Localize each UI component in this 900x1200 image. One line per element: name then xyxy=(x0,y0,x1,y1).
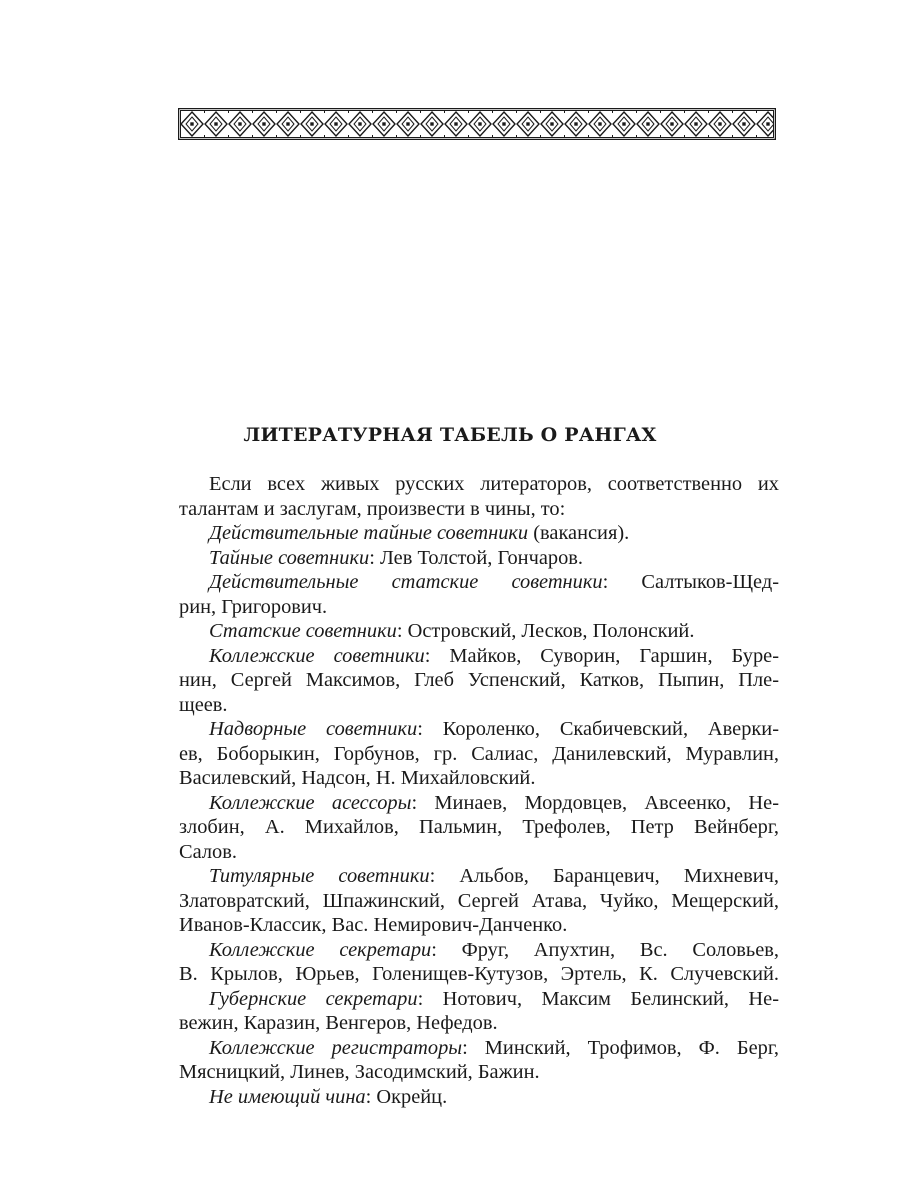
rank-names: : Альбов, Баранцевич, Михневич, xyxy=(429,865,779,887)
page-title: ЛИТЕРАТУРНАЯ ТАБЕЛЬ О РАНГАХ xyxy=(243,424,657,446)
article-body xyxy=(179,472,779,1109)
rank-names-line: Иванов-Классик, Вас. Немирович-Данченко. xyxy=(179,914,568,936)
rank-names: : Минский, Трофимов, Ф. Берг, xyxy=(462,1036,779,1059)
rank-names: : Фруг, Апухтин, Вс. Соловьев, xyxy=(431,938,779,961)
rank-names-line: Мясницкий, Линев, Засодимский, Бажин. xyxy=(179,1061,540,1083)
rank-names-line: вежин, Каразин, Венгеров, Нефедов. xyxy=(179,1012,498,1034)
rank-names: : Минаев, Мордовцев, Авсеенко, Не- xyxy=(411,791,779,814)
rank-label: Коллежские секретари xyxy=(209,938,432,961)
rank-names: : Лев Толстой, Гончаров. xyxy=(369,546,583,569)
rank-names: : Майков, Суворин, Гаршин, Буре- xyxy=(424,644,779,667)
rank-entry xyxy=(179,619,779,644)
rank-label: Губернские секретари xyxy=(209,987,418,1010)
rank-names-line: Василевский, Надсон, Н. Михайловский. xyxy=(179,767,536,789)
rank-label: Коллежские асессоры xyxy=(209,791,412,814)
rank-label: Коллежские регистраторы xyxy=(209,1036,463,1059)
rank-entry xyxy=(179,938,779,963)
rank-label: Титулярные советники xyxy=(209,865,430,887)
rank-names-line: злобин, А. Михайлов, Пальмин, Трефолев, Петр Вейнберг, xyxy=(179,816,779,838)
rank-names-line: ев, Боборыкин, Горбунов, гр. Салиас, Данилевский, Муравлин, xyxy=(179,742,779,765)
rank-entry xyxy=(179,521,779,546)
rank-entry xyxy=(179,1036,779,1061)
rank-names-line: нин, Сергей Максимов, Глеб Успенский, Катков, Пыпин, Пле- xyxy=(179,669,779,691)
rank-label: Не имеющий чина xyxy=(209,1085,366,1108)
rank-label: Коллежские советники xyxy=(209,644,425,667)
rank-label: Статские советники xyxy=(209,620,397,642)
rank-names: (вакансия). xyxy=(528,522,630,544)
rank-label: Надворные советники xyxy=(209,718,418,740)
rank-entry xyxy=(179,570,779,595)
rank-entry xyxy=(179,987,779,1012)
rank-names: : Короленко, Скабичевский, Аверки- xyxy=(417,718,780,740)
rank-names-line: В. Крылов, Юрьев, Голенищев-Кутузов, Эртель, К. Случевский. xyxy=(179,963,779,985)
rank-names: : Нотович, Максим Белинский, Не- xyxy=(417,987,780,1010)
rank-entry xyxy=(179,864,779,889)
rank-names-line: щеев. xyxy=(179,693,228,716)
rank-names-line: Салов. xyxy=(179,840,237,863)
rank-entry xyxy=(179,791,779,816)
ornamental-header-band xyxy=(178,108,776,140)
rank-names-line: рин, Григорович. xyxy=(179,595,328,618)
rank-names: : Окрейц. xyxy=(365,1085,448,1108)
rank-label: Тайные советники xyxy=(209,546,370,569)
rank-names: : Салтыков-Щед- xyxy=(602,571,779,593)
rank-names: : Островский, Лесков, Полонский. xyxy=(396,620,695,642)
intro-line: Если всех живых русских литераторов, соответственно их xyxy=(209,473,779,495)
rank-entry xyxy=(179,546,779,571)
rank-names-line: Златовратский, Шпажинский, Сергей Атава, Чуйко, Мещерский, xyxy=(179,889,779,912)
intro-line: талантам и заслугам, произвести в чины, то: xyxy=(179,497,566,520)
rank-entry xyxy=(179,1085,779,1110)
rank-label: Действительные тайные советники xyxy=(209,522,529,544)
rank-entry xyxy=(179,644,779,669)
rank-label: Действительные статские советники xyxy=(209,571,603,593)
rank-entry xyxy=(179,717,779,742)
